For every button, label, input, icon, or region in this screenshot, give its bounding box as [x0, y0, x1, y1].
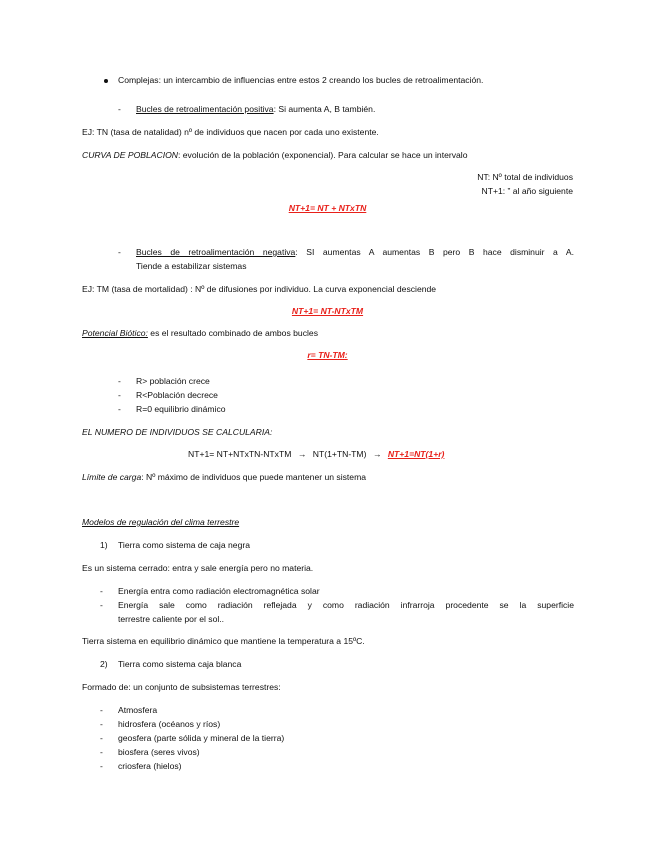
numbered-item-text: Tierra como sistema de caja negra	[118, 540, 250, 550]
formula-positive: NT+1= NT + NTxTN	[288, 203, 367, 213]
paragraph-curva	[82, 150, 468, 161]
negative-loop-text2: Tiende a estabilizar sistemas	[136, 261, 247, 271]
negative-loop-title: Bucles de retroalimentación negativa	[136, 247, 296, 257]
numbered-item-1	[100, 540, 250, 551]
list-item: R<Población decrece	[136, 390, 218, 400]
paragraph-complejas	[118, 75, 483, 86]
dash: -	[118, 247, 121, 257]
list-item: biosfera (seres vivos)	[118, 747, 200, 757]
paragraph-formado: Formado de: un conjunto de subsistemas terrestres:	[82, 682, 281, 692]
positive-loop-title: Bucles de retroalimentación positiva	[136, 104, 274, 114]
paragraph-positive-loop	[136, 104, 375, 115]
label-complejas: Complejas	[118, 75, 159, 85]
list-item: Atmosfera	[118, 705, 158, 715]
formula-negative: NT+1= NT-NTxTM	[291, 306, 364, 316]
section-heading: Modelos de regulación del clima terrestre	[82, 517, 240, 527]
equation-part-a: NT+1= NT+NTxTN-NTxTM	[188, 449, 292, 459]
paragraph-negative-loop	[136, 247, 574, 258]
negative-loop-text: : SI aumentas A aumentas B pero B hace disminuir a A.	[295, 247, 574, 257]
potencial-text: es el resultado combinado de ambos bucles	[147, 328, 318, 338]
paragraph-equilibrio: Tierra sistema en equilibrio dinámico que mantiene la temperatura a 15ºC.	[82, 636, 365, 646]
list-item: geosfera (parte sólida y mineral de la tierra)	[118, 733, 285, 743]
paragraph-tm: EJ: TM (tasa de mortalidad) : Nº de difusiones por individuo. La curva exponencial desciende	[82, 284, 437, 294]
dash: -	[118, 376, 121, 386]
arrow-right-icon: →	[372, 449, 382, 459]
dash: -	[100, 705, 103, 715]
note-nt: NT: Nº total de individuos	[477, 172, 573, 182]
dash: -	[100, 733, 103, 743]
equation-part-c: NT+1=NT(1+r)	[387, 449, 445, 459]
paragraph-limite	[82, 472, 366, 483]
positive-loop-text: : Si aumenta A, B también.	[273, 104, 376, 114]
list-item: hidrosfera (océanos y ríos)	[118, 719, 221, 729]
dash: -	[118, 104, 121, 114]
bullet-dot	[104, 79, 108, 83]
list-item: R> población crece	[136, 376, 210, 386]
potencial-label: Potencial Biótico:	[82, 328, 148, 338]
list-item: Energía entra como radiación electromagnética solar	[118, 586, 320, 596]
dash: -	[118, 404, 121, 414]
note-nt1: NT+1: ” al año siguiente	[481, 186, 573, 196]
list-item: Energía sale como radiación reflejada y como radiación infrarroja procedente se la superficie	[118, 600, 574, 610]
numbered-item-text: Tierra como sistema caja blanca	[118, 659, 242, 669]
number-2: 2)	[100, 659, 108, 669]
paragraph-potencial	[82, 328, 318, 339]
dash: -	[100, 586, 103, 596]
dash: -	[118, 390, 121, 400]
limite-text: : Nº máximo de individuos que puede mantener un sistema	[141, 472, 367, 482]
dash: -	[100, 719, 103, 729]
dash: -	[100, 600, 103, 610]
dash: -	[100, 761, 103, 771]
list-item: criosfera (hielos)	[118, 761, 182, 771]
list-item-continuation: terrestre caliente por el sol..	[118, 614, 225, 624]
numbered-item-2	[100, 659, 241, 670]
equation-row	[188, 449, 444, 460]
paragraph-tn: EJ: TN (tasa de natalidad) nº de individuos que nacen por cada uno existente.	[82, 127, 379, 137]
number-1: 1)	[100, 540, 108, 550]
curva-text: : evolución de la población (exponencial). Para calcular se hace un intervalo	[178, 150, 468, 160]
paragraph-numero: EL NUMERO DE INDIVIDUOS SE CALCULARIA:	[82, 427, 273, 437]
curva-label: CURVA DE POBLACION	[82, 150, 178, 160]
dash: -	[100, 747, 103, 757]
limite-label: Límite de carga	[82, 472, 142, 482]
list-item: R=0 equilibrio dinámico	[136, 404, 226, 414]
formula-r: r= TN-TM:	[307, 350, 348, 360]
arrow-right-icon: →	[297, 449, 307, 459]
text-complejas: : un intercambio de influencias entre estos 2 creando los bucles de retroalimentación.	[158, 75, 484, 85]
paragraph-sistema-cerrado: Es un sistema cerrado: entra y sale energía pero no materia.	[82, 563, 314, 573]
equation-part-b: NT(1+TN-TM)	[312, 449, 367, 459]
